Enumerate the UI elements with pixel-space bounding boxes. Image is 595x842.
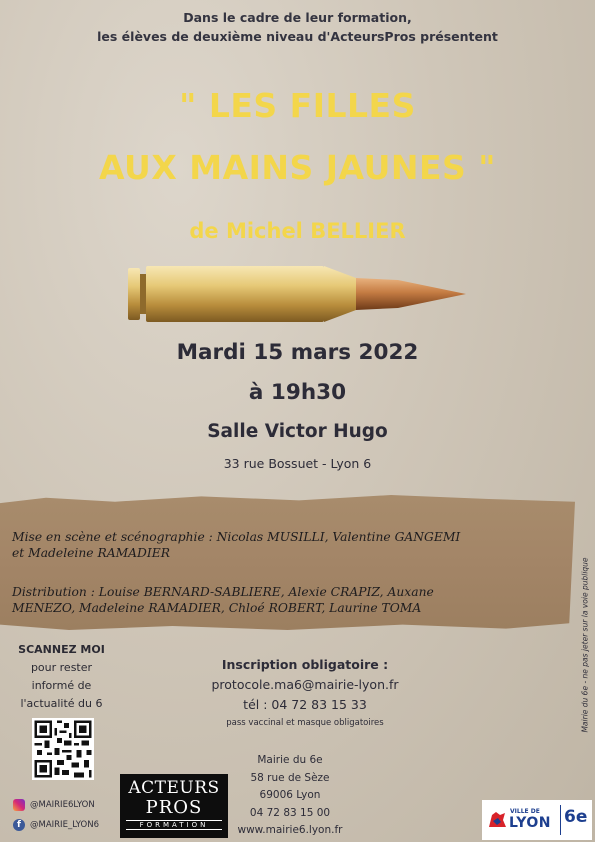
scan-line-3: l'actualité du 6 [20, 697, 103, 710]
staging-line-1: Mise en scène et scénographie : Nicolas MUSILLI, Valentine GANGEMI [12, 530, 461, 544]
instagram-handle: @MAIRIE6LYON [30, 800, 95, 810]
registration-block [170, 655, 440, 731]
scan-line-2: informé de [31, 679, 92, 692]
lyon-arrondissement: 6e [564, 807, 588, 827]
cast-line-2: MENEZO, Madeleine RAMADIER, Chloé ROBERT, Laurine TOMA [12, 601, 422, 615]
scan-block [14, 641, 109, 713]
acteurs-pros-logo [120, 774, 228, 838]
mairie-web[interactable]: www.mairie6.lyon.fr [237, 824, 343, 836]
mairie-name: Mairie du 6e [257, 754, 323, 766]
intro-line-2: les élèves de deuxième niveau d'ActeursPros présentent [97, 29, 498, 44]
title-line-2: AUX MAINS JAUNES " [99, 148, 496, 187]
mairie-address [215, 752, 365, 840]
side-note-text: Mairie du 6e - ne pas jeter sur la voie publique [580, 557, 590, 733]
cast-line-1: Distribution : Louise BERNARD-SABLIERE, Alexie CRAPIZ, Auxane [12, 585, 434, 599]
registration-phone[interactable]: tél : 04 72 83 15 33 [243, 697, 367, 712]
mairie-city: 69006 Lyon [259, 789, 321, 801]
logo-formation-text: FORMATION [126, 820, 222, 830]
registration-heading: Inscription obligatoire : [221, 657, 389, 672]
lyon-ville-de: VILLE DE [510, 808, 540, 815]
cast-credits [12, 584, 552, 616]
event-address: 33 rue Bossuet - Lyon 6 [223, 456, 372, 471]
mairie-phone: 04 72 83 15 00 [249, 806, 331, 819]
logo-pros-text: PROS [145, 797, 203, 818]
lyon-divider [560, 805, 561, 835]
facebook-handle: @MAIRIE_LYON6 [30, 820, 99, 830]
registration-email[interactable]: protocole.ma6@mairie-lyon.fr [211, 677, 399, 692]
event-time: à 19h30 [248, 380, 347, 405]
staging-credits [12, 529, 552, 561]
event-date: Mardi 15 mars 2022 [176, 340, 419, 365]
instagram-row[interactable] [13, 799, 95, 811]
staging-line-2: et Madeleine RAMADIER [12, 546, 171, 560]
title-line-1: " LES FILLES [179, 86, 416, 125]
registration-note: pass vaccinal et masque obligatoires [226, 718, 384, 728]
instagram-icon [13, 799, 25, 811]
intro-text [0, 8, 595, 46]
facebook-row[interactable] [13, 819, 99, 831]
lion-emblem-icon [486, 809, 508, 831]
qr-code[interactable] [32, 718, 94, 780]
facebook-icon: f [13, 819, 25, 831]
scan-line-1: pour rester [30, 661, 93, 674]
author-line: de Michel BELLIER [189, 219, 406, 243]
bullet-illustration [128, 262, 468, 326]
ville-de-lyon-logo [482, 800, 592, 840]
mairie-street: 58 rue de Sèze [250, 771, 330, 784]
event-venue: Salle Victor Hugo [207, 421, 388, 442]
side-note [578, 545, 592, 745]
intro-line-1: Dans le cadre de leur formation, [183, 10, 412, 25]
scan-heading: SCANNEZ MOI [18, 643, 105, 656]
lyon-name: LYON [509, 815, 551, 831]
logo-acteurs-text: ACTEURS [128, 778, 220, 798]
